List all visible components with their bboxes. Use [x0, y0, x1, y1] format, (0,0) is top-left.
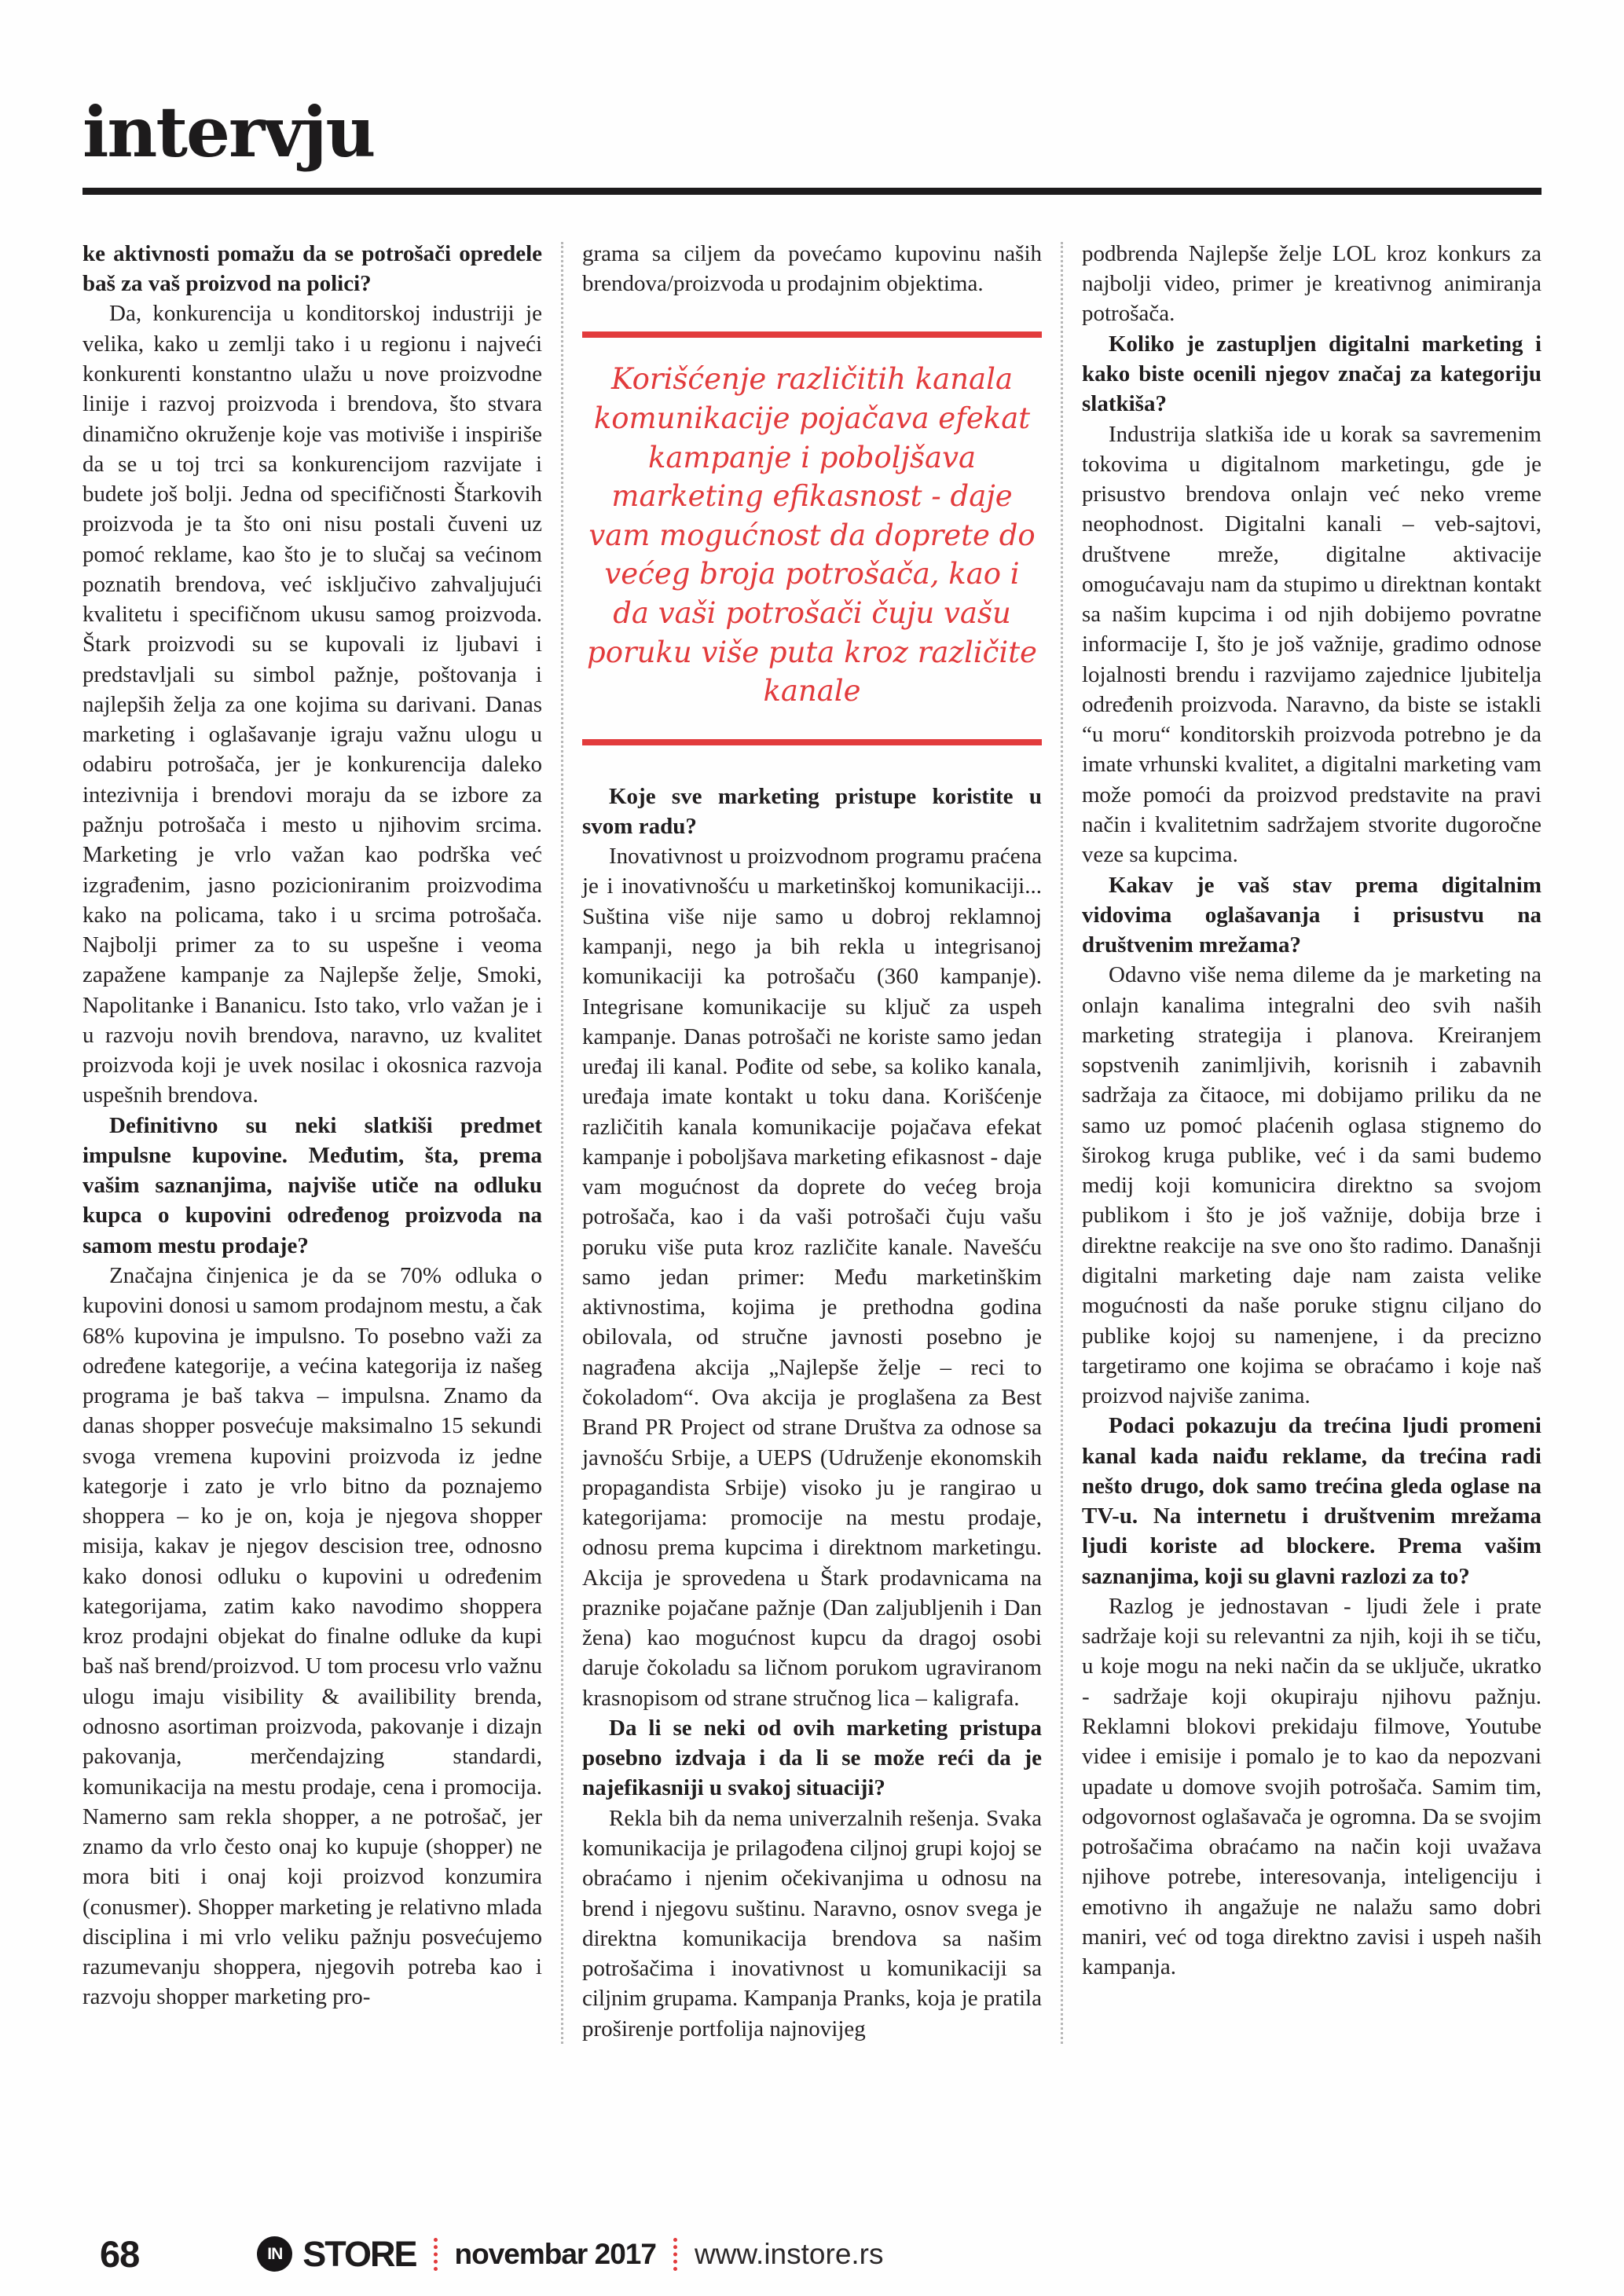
interview-answer: Industrija slatkiša ide u korak sa savremenim tokovima u digitalnom marketingu, gde je prisustvo brendova onlajn već neko vreme neophodnost. Digitalni kanali – veb-sajtovi, društvene mreže, digitalne aktivacije omogućavaju nam da stupimo u direktnan kontakt sa našim kupcima i od njih dobijemo povratne informacije I, što je još važnije, gradimo odnose lojalnosti brendu i razvijamo zajednice ljubitelja određenih proizvoda. Naravno, da biste se istakli “u moru“ konditorskih proizvoda potrebno je da imate vrhunski kvalitet, a digitalni marketing vam može pomoći da proizvod predstavite na pravi način i kvalitetnim sadržajem stvorite dugoročne veze sa kupcima. [1082, 421, 1542, 868]
interview-answer: Da, konkurencija u konditorskoj industriji je velika, kako u zemlji tako i u regionu i najveći konkurenti konstantno ulažu u nove proizvodne linije i razvoj proizvoda i brendova, što stvara dinamično okruženje koje vas motiviše i inspiriše da se u toj trci sa konkurencijom razvijate i budete još bolji. Jedna od specifičnosti Štarkovih proizvoda je ta što oni nisu postali čuveni uz pomoć reklame, kao što je to slučaj sa većinom poznatih brendova, već isključivo zahvaljujući kvalitetu i specifičnom ukusu samog proizvoda. Štark proizvodi su se kupovali iz ljubavi i predstavljali su simbol pažnje, poštovanja i najlepših želja za one kojima su darivani. Danas marketing i oglašavanje igraju važnu ulogu u odabiru potrošača, jer je konkurencija daleko intezivnija i brendovi moraju da se izbore za pažnju potrošača i mesto u njihovim srcima. Marketing je vrlo važan kao podrška već izgrađenim, jasno pozicioniranim proizvodima kako na policama, tako i u srcima potrošača. Najbolji primer za to su uspešne i veoma zapažene kampanje za Najlepše želje, Smoki, Napolitanke i Bananicu. Isto tako, vrlo važan je i u razvoju novih brendova, naravno, uz kvalitet proizvoda koji je uvek nosilac i okosnica razvoja uspešnih brendova. [82, 301, 542, 1108]
pull-quote-rule-top [582, 331, 1042, 338]
interview-question: ke aktivnosti pomažu da se potrošači opredele baš za vaš proizvod na polici? [82, 240, 542, 297]
interview-question: Koliko je zastupljen digitalni marketing i kako biste ocenili njegov značaj za kategoriju slatkiša? [1082, 331, 1542, 417]
interview-question: Koje sve marketing pristupe koristite u svom radu? [582, 783, 1042, 839]
interview-question: Definitivno su neki slatkiši predmet impulsne kupovine. Međutim, šta, prema vašim saznanjima, najviše utiče na odluku kupca o kupovini određenog proizvoda na samom mestu prodaje? [82, 1112, 542, 1258]
column-divider [1061, 242, 1063, 2044]
magazine-name: STORE [302, 2233, 416, 2274]
instore-logo-icon [257, 2236, 292, 2272]
footer-separator [434, 2238, 438, 2271]
interview-question: Kakav je vaš stav prema digitalnim vidovima oglašavanja i prisustvu na društvenim mrežama? [1082, 872, 1542, 958]
header-rule [82, 188, 1542, 195]
interview-answer: Značajna činjenica je da se 70% odluka o kupovini donosi u samom prodajnom mestu, a čak 68% kupovina je impulsno. To posebno važi za određene kategorije, a većina kategorija iz našeg programa je baš takva – impulsna. Znamo da danas shopper posvećuje maksimalno 15 sekundi svoga vremena kupovini proizvoda iz jedne kategorje i zato je vrlo bitno da poznajemo shoppera – ko je on, koja je njegova shopper misija, kakav je njegov descision tree, odnosno kako donosi odluku o kupovini u određenim kategorijama, zatim kako navodimo shoppera kroz prodajni objekat do finalne odluke da kupi baš naš brend/proizvod. U tom procesu vrlo važnu ulogu imaju visibility & availibility brenda, odnosno asortiman proizvoda, pakovanje i dizajn pakovanja, merčendajzing standardi, komunikacija na mestu prodaje, cena i promocija. Namerno sam rekla shopper, a ne potrošač, jer znamo da vrlo često onaj ko kupuje (shopper) ne mora biti i onaj koji proizvod konzumira (conusmer). Shopper marketing je relativno mlada disciplina i mi vrlo veliku pažnju posvećujemo razumevanju shoppera, njegovih potreba kao i razvoju shopper marketing pro- [82, 1262, 542, 2010]
page-header [82, 91, 1542, 195]
interview-answer: Razlog je jednostavan - ljudi žele i prate sadržaje koji su relevantni za njih, koji ih se tiču, u koje mogu na neki način da se uključe, ukratko - sadržaje koji okupiraju njihovu pažnju. Reklamni blokovi prekidaju filmove, Youtube videe i emisije i pomalo je to kao da nepozvani upadate u domove svojih potrošača. Samim tim, odgovornost oglašavača je ogromna. Da se svojim potrošačima obraćamo na način koji uvažava njihove potrebe, interesovanja, inteligenciju i emotivno ih angažuje ne nalažu samo dobri maniri, već od toga direktno zavisi i uspeh naših kampanja. [1082, 1593, 1542, 1980]
interview-answer: Inovativnost u proizvodnom programu praćena je i inovativnošću u marketinškoj komunikaciji... Suština više nije samo u dobroj reklamnoj kampanji, nego ja bih rekla u integrisanoj komunikaciji ka potrošaču (360 kampanje). Integrisane komunikacije su ključ za uspeh kampanje. Danas potrošači ne koriste samo jedan uređaj ili kanal. Pođite od sebe, sa koliko kanala, uređaja imate kontakt u toku dana. Korišćenje različitih kanala komunikacije pojačava efekat kampanje i poboljšava marketing efikasnost - daje vam mogućnost da doprete do većeg broja potrošača, kao i da vaši potrošači čuju vašu poruku više puta kroz različite kanale. Navešću samo jedan primer: Među marketinškim aktivnostima, kojima je prethodna godina obilovala, od stručne javnosti posebno je nagrađena akcija „Najlepše želje – reci to čokoladom“. Ova akcija je proglašena za Best Brand PR Project od strane Društva za odnose sa javnošću Srbije, a UEPS (Udruženje ekonomskih propagandista Srbije) visoko ju je rangirao u kategorijama: promocije na mestu prodaje, odnosu prema kupcima i direktnom marketingu. Akcija je sprovedena u Štark prodavnicama na praznike pojačane pažnje (Dan zaljubljenih i Dan žena) kao mogućnost kupcu da dragoj osobi daruje čokoladu sa ličnom porukom ugraviranom krasnopisom od strane stručnog lica – kaligrafa. [582, 844, 1042, 1711]
pull-quote-rule-bottom [582, 739, 1042, 745]
pull-quote [582, 331, 1042, 745]
website-url: www.instore.rs [694, 2237, 884, 2270]
interview-answer: Odavno više nema dileme da je marketing na onlajn kanalima integralni deo svih naših marketing strategija i planova. Kreiranjem sopstvenih zanimljivih, korisnih i zabavnih sadržaja za čitaoce, mi dobijamo priliku da ne samo uz pomoć plaćenih oglasa stignemo do širokog kruga publike, već i da sami budemo medij koji komunicira direktno sa svojom publikom i što je još važnije, dobija brze i direktne reakcije na sve ono što radimo. Današnji digitalni marketing daje nam zaista velike mogućnosti da naše poruke stignu ciljano do publike kojoj su namenjene, i da precizno targetiramo one kojima se obraćamo i koje naš proizvod najviše zanima. [1082, 962, 1542, 1409]
interview-answer: grama sa ciljem da povećamo kupovinu naših brendova/proizvoda u prodajnim objektima. [582, 240, 1042, 297]
interview-question: Podaci pokazuju da trećina ljudi promeni kanal kada naiđu reklame, da trećina radi nešto drugo, dok samo trećina gleda oglase na TV-u. Na internetu i društvenim mrežama ljudi koriste ad blockere. Prema vašim saznanjima, koji su glavni razlozi za to? [1082, 1413, 1542, 1589]
instore-logo-mark: IN [267, 2244, 283, 2263]
page-footer [82, 2232, 1542, 2276]
instore-logo [257, 2234, 416, 2275]
section-title: intervju [82, 91, 375, 173]
interview-answer: Rekla bih da nema univerzalnih rešenja. Svaka komunikacija je prilagođena ciljnoj grupi kojoj se obraćamo i njenim očekivanjima u odnosu na brend i njegovu suštinu. Naravno, osnov svega je direktna komunikacija brendova sa našim potrošačima i inovativnost u komunikaciji sa ciljnim grupama. Kampanja Pranks, koja je pratila proširenje portfolija najnovijeg [582, 1805, 1042, 2041]
article-column-1 [82, 239, 542, 2044]
article-column-3 [1082, 239, 1542, 2044]
pull-quote-text: Korišćenje različitih kanala komunikacije pojačava efekat kampanje i poboljšava marketing efikasnost - daje vam mogućnost da doprete do većeg broja potrošača, kao i da vaši potrošači čuju vašu poruku više puta kroz različite kanale [587, 362, 1037, 709]
interview-answer: podbrenda Najlepše želje LOL kroz konkurs za najbolji video, primer je kreativnog animiranja potrošača. [1082, 240, 1542, 327]
footer-separator [673, 2238, 677, 2271]
article-body [82, 239, 1542, 2044]
issue-date: novembar 2017 [454, 2237, 656, 2270]
page-number: 68 [100, 2233, 140, 2275]
article-column-2 [582, 239, 1042, 2044]
column-divider [561, 242, 563, 2044]
interview-question: Da li se neki od ovih marketing pristupa posebno izdvaja i da li se može reći da je najefikasniji u svakoj situaciji? [582, 1715, 1042, 1801]
